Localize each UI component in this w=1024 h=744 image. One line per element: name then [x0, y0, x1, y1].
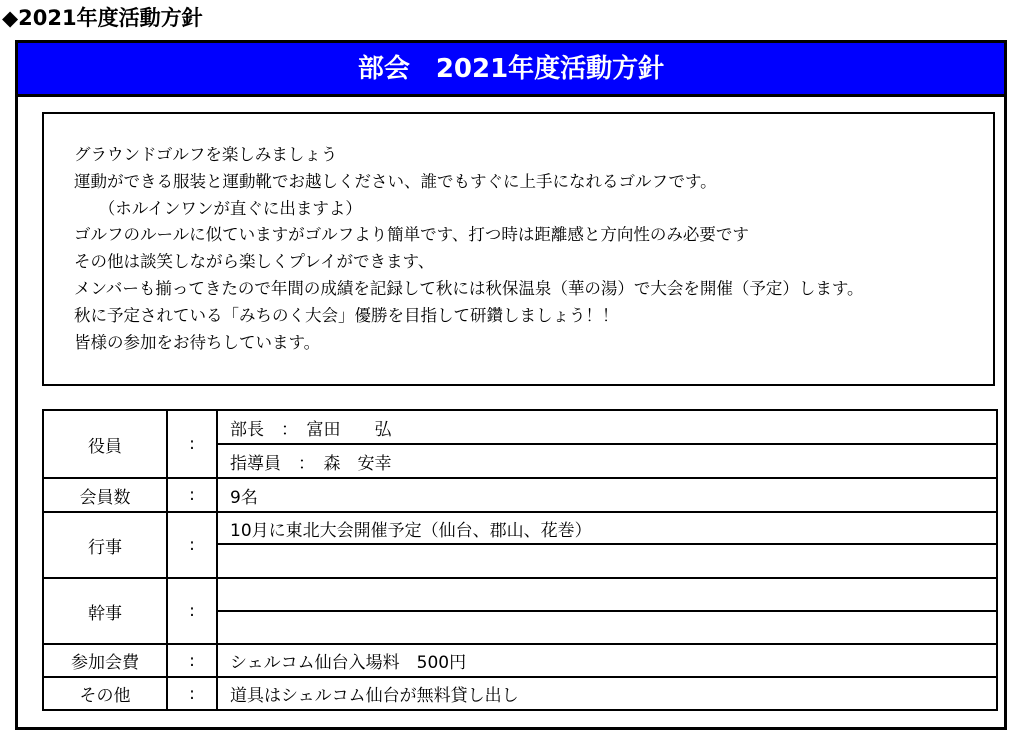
info-table	[42, 409, 998, 711]
colon: :	[167, 512, 217, 578]
message-line: 皆様の参加をお待ちしています。	[74, 332, 321, 352]
message-line: 秋に予定されている「みちのく大会」優勝を目指して研鑽しましょう！！	[74, 305, 619, 325]
colon: :	[167, 644, 217, 677]
colon: :	[167, 478, 217, 512]
label-events: 行事	[43, 512, 167, 578]
table-row-officers-1	[43, 410, 997, 444]
value-other: 道具はシェルコム仙台が無料貸し出し	[217, 677, 997, 710]
value-members: 9名	[217, 478, 997, 512]
label-other: その他	[43, 677, 167, 710]
colon: :	[167, 578, 217, 644]
label-secretary: 幹事	[43, 578, 167, 644]
value-officer-head: 部長 ： 富田 弘	[217, 410, 997, 444]
value-secretary-2	[217, 611, 997, 644]
colon: :	[167, 677, 217, 710]
label-officers: 役員	[43, 410, 167, 478]
table-row-secretary-1	[43, 578, 997, 611]
table-row-members	[43, 478, 997, 512]
table-row-events-1	[43, 512, 997, 544]
message-line: その他は談笑しながら楽しくプレイができます、	[74, 252, 435, 272]
value-events-1: 10月に東北大会開催予定（仙台、郡山、花巻）	[217, 512, 997, 544]
message-line: ゴルフのルールに似ていますがゴルフより簡単です、打つ時は距離感と方向性のみ必要です	[74, 225, 749, 245]
colon: :	[167, 410, 217, 478]
value-events-2	[217, 544, 997, 578]
label-members: 会員数	[43, 478, 167, 512]
policy-frame	[15, 40, 1007, 730]
value-officer-instructor: 指導員 ： 森 安幸	[217, 444, 997, 478]
value-fee: シェルコム仙台入場料 500円	[217, 644, 997, 677]
banner-title: 部会 2021年度活動方針	[18, 43, 1004, 97]
page-heading: ◆2021年度活動方針	[2, 6, 203, 30]
message-line: 運動ができる服装と運動靴でお越しください、誰でもすぐに上手になれるゴルフです。	[74, 171, 717, 191]
value-secretary-1	[217, 578, 997, 611]
table-row-fee	[43, 644, 997, 677]
message-line: グラウンドゴルフを楽しみましょう	[74, 145, 338, 164]
message-line: （ホルインワンが直ぐに出ますよ）	[74, 198, 362, 218]
table-row-other	[43, 677, 997, 710]
message-box	[42, 112, 995, 386]
label-fee: 参加会費	[43, 644, 167, 677]
message-line: メンバーも揃ってきたので年間の成績を記録して秋には秋保温泉（華の湯）で大会を開催（予定）します。	[74, 278, 864, 298]
